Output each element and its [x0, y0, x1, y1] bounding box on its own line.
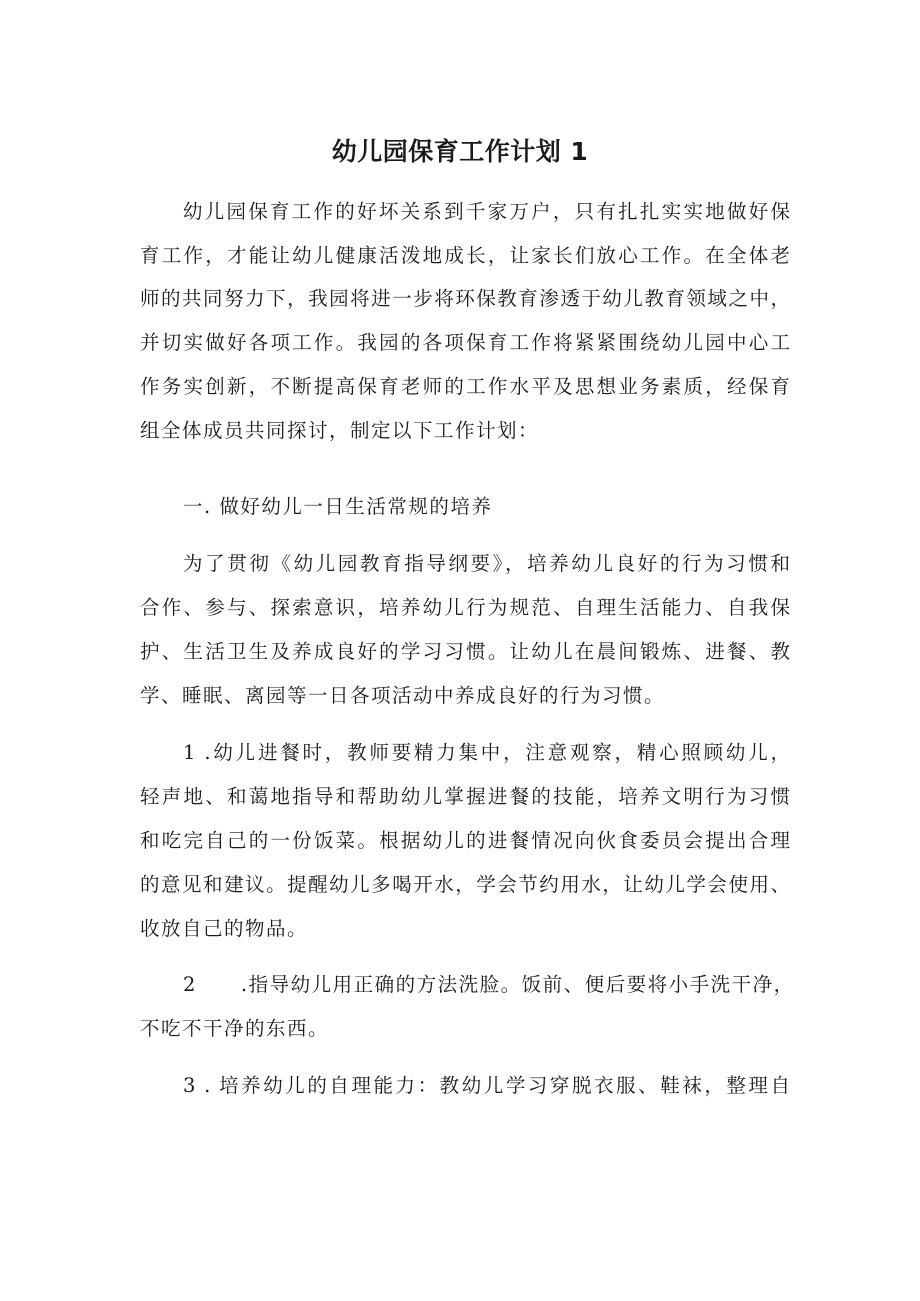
- intro-line-5: 作务实创新，不断提高保育老师的工作水平及思想业务素质，经保育: [140, 375, 790, 398]
- item1-line-1: 1 .幼儿进餐时，教师要精力集中，注意观察，精心照顾幼儿，: [183, 741, 790, 764]
- intro-line-6: 组全体成员共同探讨，制定以下工作计划：: [140, 419, 540, 442]
- intro-line-3: 师的共同努力下，我园将进一步将环保教育渗透于幼儿教育领域之中，: [140, 287, 790, 310]
- section1-line-3: 护、生活卫生及养成良好的学习习惯。让幼儿在晨间锻炼、进餐、教: [140, 640, 790, 663]
- item3-line-1: 3 . 培养幼儿的自理能力：教幼儿学习穿脱衣服、鞋袜，整理自: [183, 1074, 790, 1097]
- item2-line-1: [183, 967, 795, 1003]
- section1-line-2: 合作、参与、探索意识，培养幼儿行为规范、自理生活能力、自我保: [140, 596, 790, 619]
- section1-line-4: 学、睡眠、离园等一日各项活动中养成良好的行为习惯。: [140, 684, 666, 707]
- item2-line-2: 不吃不干净的东西。: [140, 1017, 330, 1040]
- intro-line-4: 并切实做好各项工作。我园的各项保育工作将紧紧围绕幼儿园中心工: [140, 331, 790, 354]
- section1-line-1: 为了贯彻《幼儿园教育指导纲要》，培养幼儿良好的行为习惯和: [183, 552, 790, 575]
- document-title: 幼儿园保育工作计划 1: [331, 137, 589, 166]
- intro-line-1: 幼儿园保育工作的好坏关系到千家万户，只有扎扎实实地做好保: [183, 200, 790, 223]
- item1-line-2: 轻声地、和蔼地指导和帮助幼儿掌握进餐的技能，培养文明行为习惯: [140, 785, 790, 808]
- item1-line-3: 和吃完自己的一份饭菜。根据幼儿的进餐情况向伙食委员会提出合理: [140, 829, 790, 852]
- section-heading-1: 一. 做好幼儿一日生活常规的培养: [183, 495, 493, 518]
- item2-text: .指导幼儿用正确的方法洗脸。饭前、便后要将小手洗干净，: [240, 973, 795, 996]
- item2-number: 2: [183, 973, 197, 996]
- item1-line-5: 收放自己的物品。: [140, 917, 309, 940]
- item1-line-4: 的意见和建议。提醒幼儿多喝开水，学会节约用水，让幼儿学会使用、: [140, 873, 790, 896]
- intro-line-2: 育工作，才能让幼儿健康活泼地成长，让家长们放心工作。在全体老: [140, 244, 790, 267]
